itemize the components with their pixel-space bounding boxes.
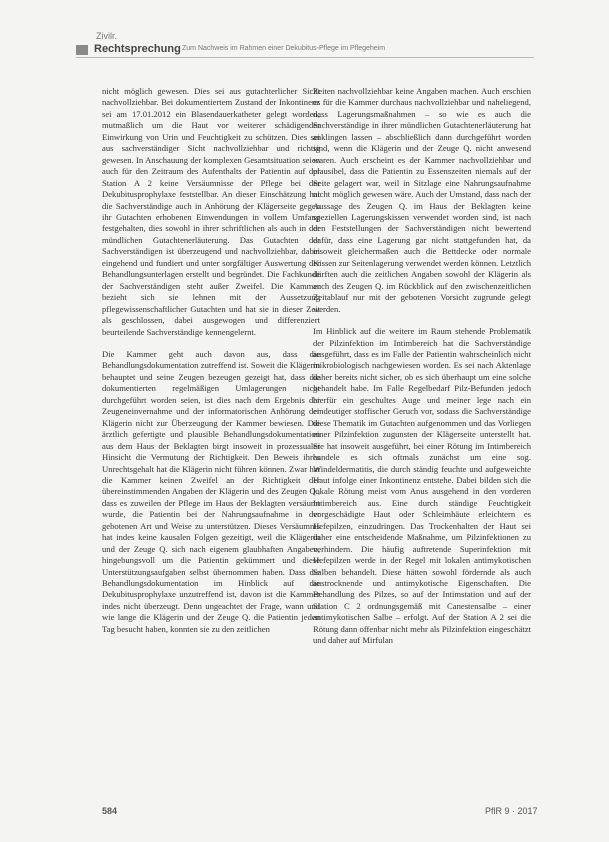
running-header xyxy=(76,43,534,58)
header-subtitle: Zum Nachweis im Rahmen einer Dekubitus-Pflege im Pflegeheim xyxy=(182,45,386,52)
right-column xyxy=(313,86,531,658)
left-column xyxy=(102,86,320,646)
journal-issue: PflR 9 · 2017 xyxy=(485,806,538,816)
right-paragraph-1: Zeiten nachvollziehbar keine Angaben machen. Auch erschien es für die Kammer durchaus nachvollziehbar und naheliegend, dass Lagerungsmaßnahmen – so wie es auch die Sachverständige in ihrer mündlichen Gutachtenerläuterung hat anklingen lassen – abschließlich dann durchgeführt worden sind, wenn die Klägerin und der Zeuge Q. nicht anwesend waren. Auch erscheint es der Kammer nachvollziehbar und plausibel, dass die Patientin zu Essenszeiten niemals auf der Seite gelagert war, weil in Sitzlage eine Nahrungsaufnahme nicht möglich gewesen wäre. Auch der Umstand, dass nach der Aussage des Zeugen Q. im Haus der Beklagten keine speziellen Lagerungskissen verwendet worden sind, ist nach den Feststellungen der Sachverständigen nicht bewertend dafür, dass eine Lagerung gar nicht stattgefunden hat, da insoweit gleichermaßen auch die Bettdecke oder normale Kissen zur Seitenlagerung verwendet werden können. Letztlich dürften auch die zeitlichen Angaben sowohl der Klägerin als auch des Zeugen Q. im Rückblick auf den zwischenzeitlichen Zeitablauf nur mit der gebotenen Vorsicht zugrunde gelegt werden. xyxy=(313,86,531,314)
page-number: 584 xyxy=(102,806,118,816)
left-paragraph-1: nicht möglich gewesen. Dies sei aus gutachterlicher Sicht nachvollziehbar. Bei dokumentiertem Zustand der Inkontinenz sei am 17.01.2012 ein Blasendauerkatheter gelegt worden, mutmaßlich um die Haut vor weiterer schädigender Einwirkung von Urin und Feuchtigkeit zu schützen. Dies sei aus sachverständiger Sicht nachvollziehbar und richtig gewesen. In Anschauung der komplexen Gesamtsituation seien auch für den Zeitraum des Aufenthalts der Patientin auf der Station A 2 keine Versäumnisse der Pflege bei der Dekubitusprophylaxe feststellbar. An dieser Einschätzung hat die Sachverständige auch in Anhörung der Klägerseite gegen ihr Gutachten erhobenen Einwendungen in vollem Umfang festgehalten, dies sowohl in ihrer schriftlichen als auch in der mündlichen Gutachtenerläuterung. Das Gutachten der Sachverständigen ist überzeugend und nachvollziehbar, dabei eingehend und fundiert und unter sorgfältiger Auswertung der Behandlungsunterlagen erstellt und begründet. Die Fachkunde der Sachverständigen steht außer Zweifel. Die Kammer bezieht sich sie lehnen mit der Aussetzung pflegewissenschaftlicher Gutachten und hat sie in dieser Zeit als geschlossen, dabei ausgewogen und differenziert beurteilende Sachverständige kennengelernt. xyxy=(102,86,320,337)
section-label: Zivilr. xyxy=(96,31,117,41)
left-paragraph-2: Die Kammer geht auch davon aus, dass die Behandlungsdokumentation zutreffend ist. Soweit die Klägerin behauptet und seine Zeugen bezeugen gezeigt hat, dass die dokumentierten regelmäßigen Umlagerungen nicht durchgeführt worden seien, ist dies nach dem Ergebnis der Zeugeneinvernahme und der informatorischen Anhörung der Klägerin nicht zur Überzeugung der Kammer bewiesen. Die ärztlich gefertigte und plausible Behandlungsdokumentation aus dem Haus der Beklagten birgt insoweit in prozessualer Hinsicht die Vermutung der Richtigkeit. Den Beweis ihres Unrechtsgehalt hat die Klägerin nicht führen können. Zwar hat die Kammer keinen Zweifel an der Richtigkeit der übereinstimmenden Angaben der Klägerin und des Zeugen Q., dass es zuweilen der Pflege im Haus der Beklagten versäumt wurde, die Patientin bei der Nahrungsaufnahme in der gebotenen Art und Weise zu unterstützen. Dieses Versäumnis hat indes keine kausalen Folgen gezeitigt, weil die Klägerin und der Zeuge Q. sich nach eigenem glaubhaften Angaben, hingebungsvoll um die Patientin gekümmert und diese Unterstützungsaufgaben selbst übernommen haben. Dass die Behandlungsdokumentation im Hinblick auf die Dekubitusprophylaxe unzutreffend ist, davon ist die Kammer indes nicht überzeugt. Denn ungeachtet der Frage, wann und wie lange die Klägerin und der Zeuge Q. die Patientin jeden Tag besucht haben, konnten sie zu den zeitlichen xyxy=(102,348,320,634)
right-paragraph-2: Im Hinblick auf die weitere im Raum stehende Problematik der Pilzinfektion im Intimbereich hat die Sachverständige ausgeführt, dass es im Falle der Patientin wahrscheinlich nicht mikrobiologisch nachgewiesen worden. Es sei nach Aktenlage daher bereits nicht sicher, ob es sich überhaupt um eine solche gehandelt habe. Im Falle Regelbedarf Pilz-Befunden jedoch hierfür ein geschultes Auge und meiner lege nach ein eindeutiger stoffischer Geruch vor, sodass die Sachverständige diese Thematik im Gutachten aufgenommen und das Vorliegen einer Pilzinfektion zugunsten der Klägerseite unterstellt hat. Sie hat insoweit ausgeführt, bei einer Rötung im Intimbereich handele es sich oftmals zunächst um eine sog. Windeldermatitis, die durch ständig feuchte und aufgeweichte Haut infolge einer Inkontinenz entstehe. Dabei bilden sich die lokale Rötung meist vom Anus ausgehend in den vorderen Intimbereich aus. Eine durch ständige Feuchtigkeit vorgeschädigte Haut oder Schleimhäute erleichtern es Hefepilzen, einzudringen. Das Trockenhalten der Haut sei daher eine entscheidende Maßnahme, um Pilzinfektionen zu verhindern. Die häufig auftretende Superinfektion mit Hefepilzen werde in der Regel mit lokalen antimykotischen Salben behandelt. Diese hätten sowohl fördernde als auch austrocknende und antimykotische Eigenschaften. Die Behandlung des Pilzes, so auf der Intimstation und auf der Station C 2 ordnungsgemäß mit Canestensalbe – einer antimykotischen Salbe – erfolgt. Auf der Station A 2 sei die Rötung dann offenbar nicht mehr als Pilzinfektion eingeschätzt und daher auf Mirfulan xyxy=(313,326,531,646)
header-marker xyxy=(76,45,88,55)
header-title: Rechtsprechung xyxy=(94,43,181,55)
